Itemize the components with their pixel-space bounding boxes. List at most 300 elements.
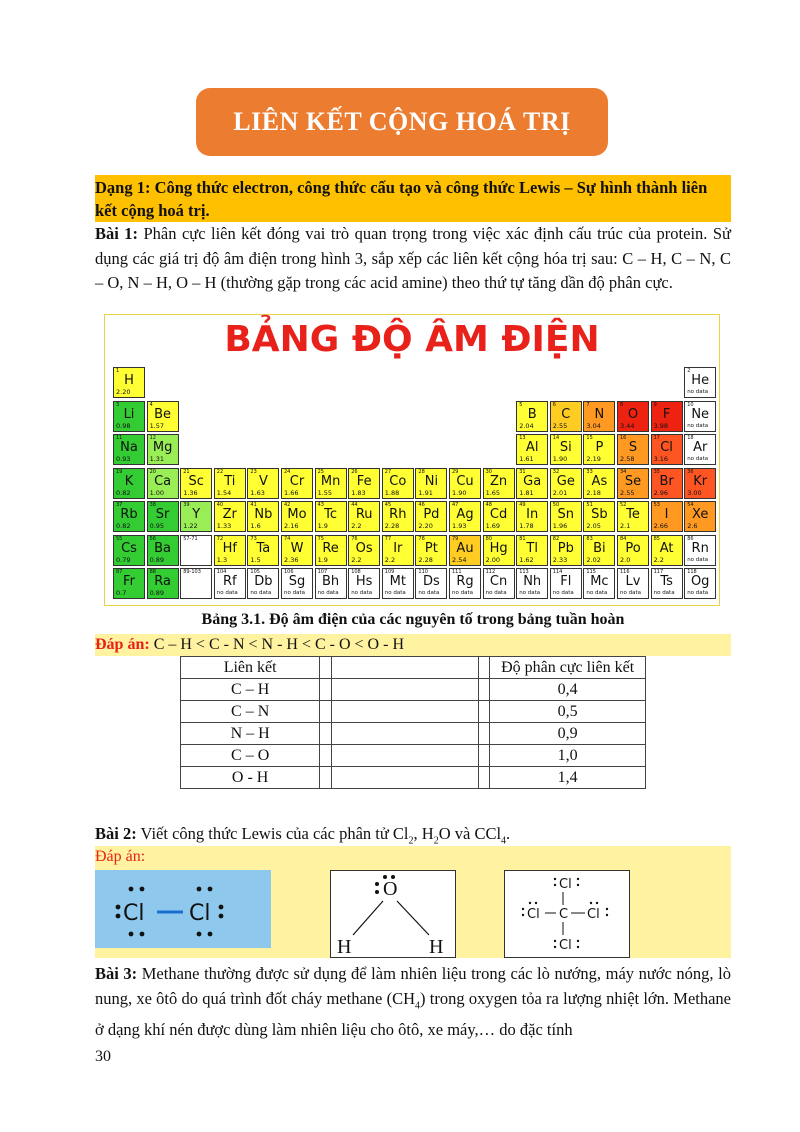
- electronegativity-value: 1.6: [250, 522, 261, 530]
- element-symbol: Cl: [660, 440, 673, 455]
- atomic-number: 89-103: [183, 569, 201, 575]
- atomic-number: 3: [116, 401, 120, 408]
- element-symbol: Pt: [424, 540, 438, 556]
- electronegativity-value: 1.65: [485, 488, 501, 497]
- element-cell: [147, 568, 179, 599]
- polarity-cell: 1,0: [490, 745, 646, 767]
- electronegativity-value: no data: [687, 590, 709, 596]
- element-symbol: Db: [254, 574, 273, 589]
- atomic-number: 44: [351, 502, 358, 508]
- atomic-number: 30: [485, 468, 492, 475]
- element-cell: [180, 535, 212, 566]
- element-symbol: Kr: [693, 473, 708, 489]
- electronegativity-value: 1.55: [317, 488, 333, 497]
- element-symbol: Rh: [389, 507, 407, 522]
- element-cell: [113, 568, 145, 599]
- atomic-number: 21: [183, 468, 190, 475]
- table-row: [181, 767, 646, 789]
- table-row: [181, 723, 646, 745]
- electronegativity-value: no data: [653, 590, 675, 596]
- polarity-cell: 1,4: [490, 767, 646, 789]
- element-symbol: At: [659, 540, 674, 556]
- ccl4-diagram: [505, 871, 629, 957]
- element-cell: [617, 535, 649, 566]
- subscript: 4: [415, 999, 421, 1011]
- atomic-number: 4: [149, 401, 153, 408]
- element-cell: [113, 401, 145, 432]
- element-cell: [617, 434, 649, 465]
- o-atom-label: O: [383, 878, 398, 900]
- element-cell: [113, 501, 145, 532]
- atomic-number: 111: [452, 569, 462, 575]
- atomic-number: 2: [687, 368, 691, 374]
- element-symbol: Se: [624, 473, 642, 489]
- electronegativity-value: 0.89: [149, 589, 165, 597]
- electronegativity-value: no data: [317, 590, 339, 596]
- element-symbol: Hg: [489, 540, 508, 556]
- element-symbol: V: [258, 473, 268, 489]
- electronegativity-value: no data: [250, 590, 272, 596]
- element-cell: [684, 401, 716, 432]
- table-gap: [479, 701, 490, 723]
- atomic-number: 24: [284, 468, 291, 475]
- electronegativity-value: 2.18: [586, 488, 601, 497]
- atomic-number: 25: [317, 468, 324, 475]
- element-symbol: Xe: [692, 507, 709, 522]
- element-symbol: I: [664, 507, 669, 522]
- atomic-number: 14: [552, 435, 560, 441]
- element-cell: [382, 501, 414, 532]
- element-symbol: Zr: [222, 507, 237, 522]
- electronegativity-value: no data: [216, 590, 238, 596]
- element-symbol: Be: [154, 406, 172, 422]
- atomic-number: 26: [351, 468, 358, 475]
- element-symbol: Ag: [456, 507, 474, 522]
- electronegativity-value: 0.93: [116, 455, 131, 463]
- bond-line: [353, 901, 383, 935]
- element-symbol: Co: [389, 473, 407, 489]
- element-symbol: Bh: [322, 574, 340, 589]
- electronegativity-value: 1.83: [351, 488, 366, 497]
- element-cell: [684, 434, 716, 465]
- element-cell: [147, 501, 179, 532]
- element-cell: [583, 501, 615, 532]
- atomic-number: 41: [250, 502, 257, 508]
- electronegativity-value: 2.20: [418, 522, 433, 530]
- element-cell: [516, 434, 548, 465]
- electronegativity-value: 1.90: [452, 488, 467, 497]
- atomic-number: 87: [116, 569, 123, 575]
- element-symbol: Si: [559, 440, 572, 455]
- cl-atom-label: Cl: [559, 877, 572, 892]
- element-symbol: Rn: [691, 540, 709, 556]
- electronegativity-value: no data: [687, 389, 709, 395]
- element-cell: [315, 501, 347, 532]
- element-cell: [651, 434, 683, 465]
- atomic-number: 73: [250, 535, 257, 542]
- element-cell: [583, 434, 615, 465]
- element-symbol: Nb: [254, 507, 273, 522]
- element-cell: [651, 401, 683, 432]
- electronegativity-value: no data: [452, 590, 473, 596]
- element-cell: [684, 535, 716, 566]
- element-cell: [617, 568, 649, 599]
- element-symbol: Fl: [560, 574, 572, 589]
- answer-2-label: Đáp án:: [95, 848, 146, 865]
- element-symbol: S: [628, 440, 638, 455]
- element-symbol: Zn: [490, 473, 508, 489]
- element-cell: [516, 401, 548, 432]
- bai-1-paragraph: [95, 222, 731, 296]
- element-symbol: Mt: [389, 574, 406, 589]
- element-cell: [449, 568, 481, 599]
- element-cell: [550, 434, 582, 465]
- atomic-number: 85: [653, 535, 660, 542]
- element-cell: [180, 468, 212, 499]
- element-cell: [684, 501, 716, 532]
- element-symbol: Li: [123, 406, 135, 422]
- element-cell: [281, 501, 313, 532]
- electronegativity-value: 1.62: [519, 555, 534, 564]
- table-gap: [320, 679, 331, 701]
- electronegativity-value: 2.6: [687, 522, 698, 530]
- element-cell: [651, 468, 683, 499]
- electronegativity-value: 1.88: [384, 488, 400, 497]
- element-cell: [281, 468, 313, 499]
- element-cell: [147, 535, 179, 566]
- element-symbol: Sn: [557, 507, 575, 522]
- element-cell: [550, 535, 582, 566]
- atomic-number: 40: [216, 502, 224, 508]
- periodic-table-title: BẢNG ĐỘ ÂM ĐIỆN: [224, 319, 600, 360]
- atomic-number: 57-71: [183, 535, 198, 542]
- element-cell: [348, 501, 380, 532]
- atomic-number: 34: [620, 468, 627, 475]
- table-row: [181, 701, 646, 723]
- electronegativity-value: 1.90: [552, 455, 568, 463]
- element-symbol: W: [290, 540, 304, 556]
- element-cell: [147, 434, 179, 465]
- element-cell: [348, 568, 380, 599]
- electronegativity-value: no data: [687, 556, 709, 563]
- element-cell: [315, 468, 347, 499]
- atomic-number: 79: [452, 535, 459, 542]
- electronegativity-value: 2.00: [485, 555, 501, 564]
- electronegativity-value: 2.20: [116, 388, 131, 396]
- table-gap: [479, 745, 490, 767]
- electronegativity-value: 1.63: [250, 488, 265, 497]
- element-cell: [583, 468, 615, 499]
- electronegativity-value: 0.82: [116, 488, 131, 497]
- element-cell: [651, 535, 683, 566]
- element-cell: [214, 468, 246, 499]
- electronegativity-value: 1.00: [149, 488, 165, 497]
- atomic-number: 49: [519, 502, 526, 508]
- atomic-number: 19: [116, 468, 123, 475]
- table-gap: [320, 657, 331, 679]
- element-cell: [550, 501, 582, 532]
- atomic-number: 46: [418, 502, 425, 508]
- element-cell: [550, 468, 582, 499]
- electronegativity-value: 1.9: [317, 555, 328, 564]
- element-cell: [449, 468, 481, 499]
- element-cell: [113, 535, 145, 566]
- atomic-number: 27: [384, 468, 392, 475]
- element-symbol: In: [526, 507, 539, 522]
- atomic-number: 53: [653, 502, 660, 508]
- table-gap: [479, 723, 490, 745]
- bond-cell: O - H: [181, 767, 320, 789]
- atomic-number: 78: [418, 535, 425, 542]
- element-cell: [617, 401, 649, 432]
- element-symbol: Fr: [123, 574, 135, 589]
- element-cell: [684, 568, 716, 599]
- electronegativity-value: 3.98: [653, 421, 669, 430]
- section-title: LIÊN KẾT CỘNG HOÁ TRỊ: [196, 88, 608, 156]
- bond-cell: C – N: [181, 701, 320, 723]
- atomic-number: 84: [620, 535, 627, 542]
- table-gap: [320, 701, 331, 723]
- answer-1-label: Đáp án:: [95, 636, 150, 653]
- element-cell: [516, 501, 548, 532]
- dang-1-heading: Dạng 1: Công thức electron, công thức cấu tạo và công thức Lewis – Sự hình thành liên kết cộng hoá trị.: [95, 175, 731, 222]
- element-symbol: Ge: [556, 473, 575, 489]
- element-symbol: Nh: [523, 574, 542, 589]
- element-cell: [315, 535, 347, 566]
- element-symbol: He: [691, 373, 710, 388]
- atomic-number: 52: [620, 502, 627, 508]
- element-symbol: Cn: [489, 574, 508, 589]
- subscript: 2: [408, 835, 414, 847]
- atomic-number: 5: [519, 401, 523, 408]
- element-symbol: Mo: [287, 507, 307, 522]
- atomic-number: 76: [351, 535, 358, 542]
- electronegativity-value: 2.2: [351, 555, 362, 564]
- subscript: 4: [501, 835, 507, 847]
- bai-3-text: ) trong oxygen tỏa ra lượng nhiệt lớn. Methane ở dạng khí nén được dùng làm nhiên liệu cho ôtô, xe máy,… do đặc tính: [95, 988, 731, 1040]
- blank-cell: [331, 767, 478, 789]
- element-symbol: Fe: [356, 473, 372, 489]
- h-atom-label: H: [337, 936, 352, 957]
- element-cell: [214, 501, 246, 532]
- element-cell: [113, 367, 145, 398]
- element-symbol: Br: [659, 473, 674, 489]
- element-symbol: Mn: [320, 473, 341, 489]
- element-cell: [180, 568, 212, 599]
- bai-1-label: Bài 1:: [95, 224, 139, 243]
- element-cell: [617, 501, 649, 532]
- bond-line: [397, 901, 429, 935]
- element-symbol: Ru: [355, 507, 373, 522]
- electronegativity-value: 1.54: [216, 488, 232, 497]
- blank-cell: [331, 745, 478, 767]
- atomic-number: 1: [116, 368, 120, 374]
- electronegativity-value: 0.79: [116, 555, 131, 564]
- header-bond: Liên kết: [181, 657, 320, 679]
- atomic-number: 31: [519, 468, 526, 475]
- element-cell: [550, 401, 582, 432]
- element-symbol: As: [591, 473, 608, 489]
- atomic-number: 39: [183, 502, 190, 508]
- element-cell: [550, 568, 582, 599]
- atomic-number: 32: [552, 468, 560, 475]
- atomic-number: 110: [418, 569, 428, 575]
- electronegativity-value: no data: [620, 590, 641, 596]
- element-cell: [651, 501, 683, 532]
- electronegativity-value: 2.2: [351, 522, 362, 530]
- ccl4-lewis-structure: [504, 870, 630, 958]
- electronegativity-value: 2.05: [586, 522, 601, 530]
- element-symbol: Rb: [120, 507, 138, 522]
- header-polarity: Độ phân cực liên kết: [490, 657, 646, 679]
- polarity-cell: 0,4: [490, 679, 646, 701]
- element-cell: [113, 434, 145, 465]
- atomic-number: 113: [519, 569, 529, 575]
- element-symbol: Au: [456, 540, 474, 556]
- element-cell: [113, 468, 145, 499]
- atomic-number: 112: [485, 569, 496, 575]
- electronegativity-value: 0.98: [116, 421, 131, 430]
- atomic-number: 11: [116, 435, 123, 441]
- element-cell: [415, 501, 447, 532]
- atomic-number: 116: [620, 569, 630, 575]
- atomic-number: 77: [384, 535, 392, 542]
- atomic-number: 33: [586, 468, 593, 475]
- electronegativity-value: 3.00: [687, 488, 702, 497]
- electronegativity-value: no data: [687, 456, 709, 462]
- atomic-number: 115: [586, 569, 596, 575]
- atomic-number: 28: [418, 468, 425, 475]
- element-symbol: Ta: [256, 540, 271, 556]
- electronegativity-value: no data: [519, 590, 541, 596]
- atomic-number: 42: [284, 502, 291, 508]
- bai-1-text: Phân cực liên kết đóng vai trò quan trọng trong việc xác định cấu trúc của protein. Sử dụng các giá trị độ âm điện trong hình 3, sắp xếp các liên kết cộng hóa trị sau: C – H, C – N, C – O, N – H, O – H (thường gặp trong các acid amine) theo thứ tự tăng dần độ phân cực.: [95, 224, 731, 292]
- electronegativity-value: no data: [687, 422, 709, 429]
- electronegativity-value: 2.28: [384, 522, 400, 530]
- element-cell: [147, 401, 179, 432]
- electronegativity-value: no data: [552, 590, 574, 596]
- bond-cell: N – H: [181, 723, 320, 745]
- element-symbol: H: [124, 373, 134, 388]
- element-symbol: Ar: [693, 440, 708, 455]
- atomic-number: 38: [149, 502, 156, 508]
- atomic-number: 35: [653, 468, 660, 475]
- atomic-number: 86: [687, 535, 694, 542]
- atomic-number: 104: [216, 569, 227, 575]
- element-cell: [348, 535, 380, 566]
- element-symbol: C: [561, 406, 571, 422]
- electronegativity-value: 2.02: [586, 555, 601, 564]
- atomic-number: 114: [552, 569, 563, 575]
- element-symbol: Rf: [222, 574, 237, 589]
- element-cell: [180, 501, 212, 532]
- element-symbol: F: [662, 406, 671, 422]
- element-cell: [348, 468, 380, 499]
- element-cell: [382, 535, 414, 566]
- figure-caption: Bảng 3.1. Độ âm điện của các nguyên tố trong bảng tuần hoàn: [201, 611, 625, 628]
- element-symbol: Te: [626, 507, 640, 522]
- electronegativity-value: no data: [384, 590, 406, 596]
- electronegativity-value: no data: [485, 590, 507, 596]
- electronegativity-value: 1.31: [149, 455, 165, 463]
- atomic-number: 51: [586, 502, 593, 508]
- element-cell: [583, 535, 615, 566]
- element-cell: [449, 501, 481, 532]
- element-symbol: Al: [525, 440, 539, 455]
- element-cell: [583, 401, 615, 432]
- element-symbol: Ca: [154, 473, 172, 489]
- element-symbol: Ga: [523, 473, 542, 489]
- atomic-number: 8: [620, 401, 624, 408]
- bai-2-text: O và CCl: [438, 824, 502, 843]
- element-symbol: Rg: [456, 574, 474, 589]
- atomic-number: 6: [552, 401, 556, 408]
- atomic-number: 20: [149, 468, 156, 475]
- atomic-number: 23: [250, 468, 257, 475]
- element-symbol: Bi: [593, 540, 606, 556]
- element-symbol: Na: [120, 440, 138, 455]
- element-cell: [247, 468, 279, 499]
- electronegativity-value: 1.9: [317, 522, 328, 530]
- atomic-number: 29: [452, 468, 459, 475]
- table-gap: [479, 767, 490, 789]
- atomic-number: 83: [586, 535, 593, 542]
- electronegativity-value: 1.93: [452, 522, 467, 530]
- polarity-cell: 0,5: [490, 701, 646, 723]
- blank-cell: [331, 723, 478, 745]
- atomic-number: 36: [687, 468, 694, 475]
- atomic-number: 107: [317, 569, 328, 575]
- electronegativity-value: no data: [284, 590, 305, 596]
- element-symbol: Mc: [590, 574, 609, 589]
- electronegativity-value: 2.2: [653, 555, 664, 564]
- atomic-number: 56: [149, 535, 156, 542]
- electronegativity-value: 0.89: [149, 555, 165, 564]
- bai-3-text: Methane thường được sử dụng để làm nhiên liệu trong các lò nướng, máy nước nóng, lò nung, xe ôtô do quá trình đốt cháy methane (CH: [95, 964, 731, 1008]
- electronegativity-value: 1.78: [519, 522, 534, 530]
- cl-atom-label: Cl: [587, 907, 600, 922]
- element-cell: [247, 535, 279, 566]
- atomic-number: 17: [653, 435, 660, 441]
- atomic-number: 105: [250, 569, 260, 575]
- subscript: 2: [433, 835, 439, 847]
- element-cell: [483, 468, 515, 499]
- atomic-number: 12: [149, 435, 156, 441]
- atomic-number: 54: [687, 502, 694, 508]
- element-symbol: Sb: [591, 507, 608, 522]
- element-symbol: Ne: [691, 406, 710, 422]
- h2o-diagram: [331, 871, 455, 957]
- electronegativity-value: 1.5: [250, 555, 261, 564]
- element-symbol: Hs: [355, 574, 373, 589]
- element-symbol: Ni: [424, 473, 439, 489]
- blank-cell: [331, 701, 478, 723]
- atomic-number: 82: [552, 535, 560, 542]
- atomic-number: 75: [317, 535, 324, 542]
- element-symbol: Hf: [222, 540, 237, 556]
- element-symbol: O: [627, 406, 639, 422]
- page-number: 30: [95, 1048, 111, 1065]
- element-cell: [449, 535, 481, 566]
- electronegativity-value: 1.91: [418, 488, 433, 497]
- table-header-row: [181, 657, 646, 679]
- electronegativity-value: 2.54: [452, 555, 467, 564]
- electronegativity-value: 0.95: [149, 522, 165, 530]
- element-cell: [214, 568, 246, 599]
- electronegativity-value: 2.66: [653, 522, 669, 530]
- answer-1-text: C – H < C - N < N - H < C - O < O - H: [149, 636, 404, 653]
- element-symbol: Sg: [288, 574, 306, 589]
